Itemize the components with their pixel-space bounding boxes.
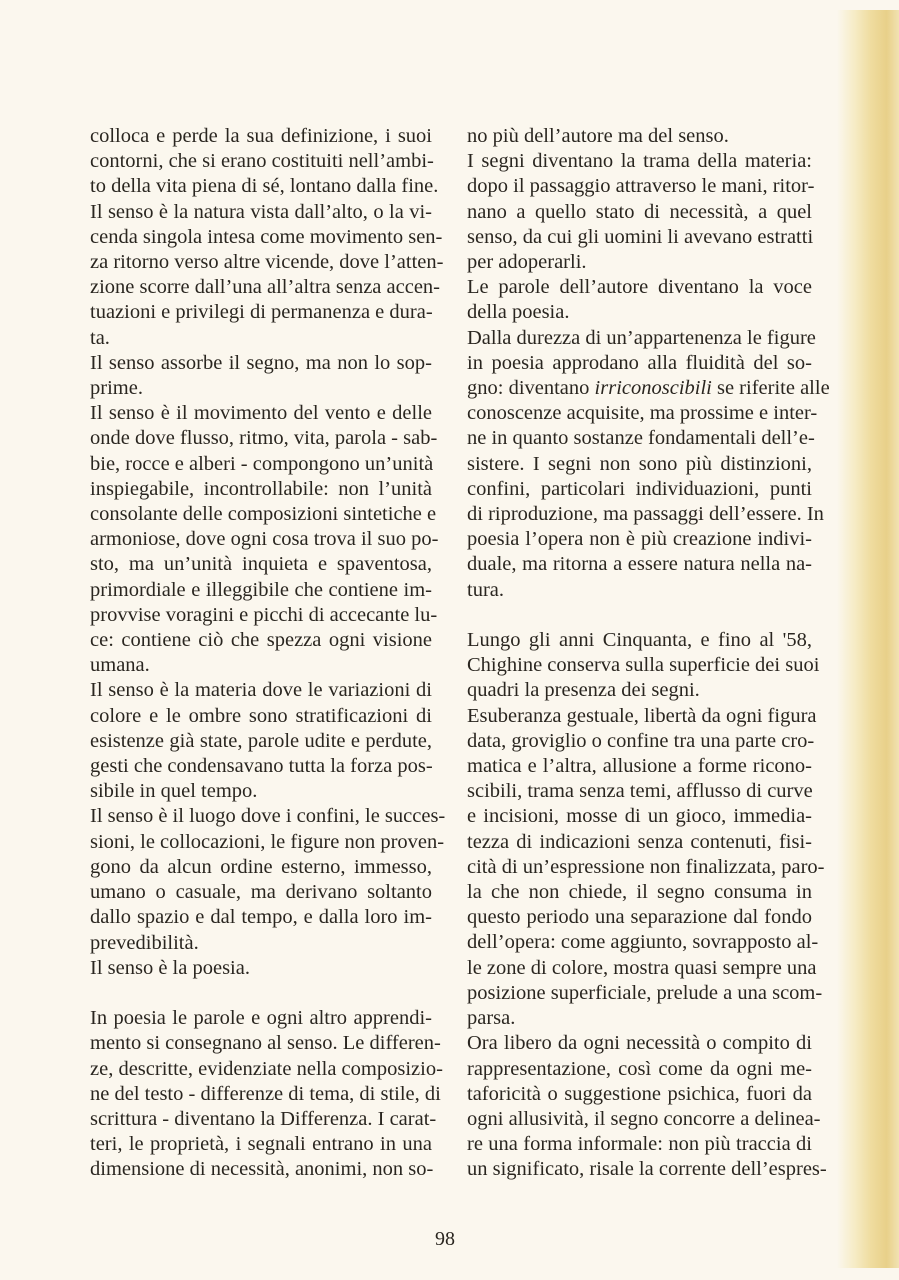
text-line: onde dove flusso, ritmo, vita, parola - sab-	[90, 427, 438, 450]
text-line: armoniose, dove ogni cosa trova il suo po-	[90, 528, 439, 551]
text-line: sistere. I segni non sono più distinzioni,	[467, 452, 812, 475]
text-line: Ora libero da ogni necessità o compito di	[467, 1032, 812, 1055]
text-line: Il senso è il movimento del vento e delle	[90, 402, 432, 425]
paragraph	[90, 401, 439, 678]
text-line: no più dell’autore ma del senso.	[467, 125, 729, 147]
text-line: rappresentazione, così come da ogni me-	[467, 1057, 812, 1080]
text-line: bie, rocce e alberi - compongono un’unità	[90, 452, 434, 475]
text-line: umana.	[90, 654, 150, 677]
text-line: taforicità o suggestione psichica, fuori da	[467, 1082, 812, 1105]
text-line: dell’opera: come aggiunto, sovrapposto al-	[467, 931, 819, 954]
text-line: Il senso è il luogo dove i confini, le succes-	[90, 805, 446, 828]
text-line: parsa.	[467, 1007, 516, 1030]
text-line: inspiegabile, incontrollabile: non l’unità	[90, 477, 432, 500]
text-line: ce: contiene ciò che spezza ogni visione	[90, 629, 432, 652]
paragraph	[90, 200, 444, 351]
text-line: senso, da cui gli uomini li avevano estratti	[467, 225, 814, 248]
text-line: sibile in quel tempo.	[90, 780, 258, 803]
text-line: un significato, risale la corrente dell’espres-	[467, 1158, 827, 1181]
text-line: contorni, che si erano costituiti nell’ambi-	[90, 150, 434, 173]
paragraph	[467, 1031, 827, 1182]
text-line: Il senso è la natura vista dall’alto, o la vi-	[90, 200, 432, 223]
text-line: ta.	[90, 326, 110, 349]
text-line: matica e l’altra, allusione a forme ricono-	[467, 755, 812, 778]
text-line: sioni, le collocazioni, le figure non proven-	[90, 830, 445, 853]
text-line: questo periodo una separazione dal fondo	[467, 906, 812, 929]
text-line: primordiale e illeggibile che contiene im-	[90, 578, 432, 601]
paragraph	[467, 124, 812, 149]
text-line: za ritorno verso altre vicende, dove l’atten-	[90, 251, 444, 274]
text-line: ne del testo - differenze di tema, di stile, di	[90, 1082, 441, 1105]
text-line: colore e le ombre sono stratificazioni di	[90, 704, 432, 727]
text-line: ne in quanto sostanze fondamentali dell’e-	[467, 427, 815, 450]
text-line: tura.	[467, 578, 504, 601]
paragraph-gap	[467, 603, 812, 628]
paragraph	[467, 326, 830, 603]
text-line: scrittura - diventano la Differenza. I carat-	[90, 1107, 437, 1130]
text-line: ze, descritte, evidenziate nella composizio-	[90, 1057, 443, 1080]
text-line: duale, ma ritorna a essere natura nella na-	[467, 553, 812, 576]
text-line: Esuberanza gestuale, libertà da ogni figura	[467, 704, 817, 727]
text-line: la che non chiede, il segno consuma in	[467, 881, 812, 904]
text-line: gono da alcun ordine esterno, immesso,	[90, 855, 432, 878]
text-line: dimensione di necessità, anonimi, non so-	[90, 1158, 434, 1181]
text-line: gno: diventano irriconoscibili se riferite alle	[467, 377, 830, 400]
text-line: nano a quello stato di necessità, a quel	[467, 200, 812, 223]
text-line: ogni allusività, il segno concorre a delinea-	[467, 1107, 821, 1130]
text-line: colloca e perde la sua definizione, i suoi	[90, 125, 432, 147]
text-line: della poesia.	[467, 301, 570, 324]
text-line: scibili, trama senza temi, afflusso di curve	[467, 780, 813, 803]
text-line: di riproduzione, ma passaggi dell’essere. In	[467, 503, 824, 526]
italic-word: irriconoscibili	[594, 377, 712, 400]
paragraph	[467, 275, 812, 325]
text-line: to della vita piena di sé, lontano dalla fine.	[90, 175, 439, 198]
text-line: consolante delle composizioni sintetiche e	[90, 503, 437, 526]
text-line: Il senso è la materia dove le variazioni di	[90, 679, 432, 702]
text-line: zione scorre dall’una all’altra senza accen-	[90, 276, 440, 299]
text-column-left	[90, 124, 446, 1183]
text-line: prevedibilità.	[90, 931, 199, 954]
text-line: confini, particolari individuazioni, punti	[467, 477, 812, 500]
text-line: data, groviglio o confine tra una parte cro-	[467, 729, 815, 752]
text-line: dopo il passaggio attraverso le mani, ritor-	[467, 175, 815, 198]
text-line: prime.	[90, 377, 143, 400]
paragraph	[90, 804, 446, 955]
text-line: Chighine conserva sulla superficie dei suoi	[467, 654, 820, 677]
paragraph	[467, 628, 820, 704]
text-line: Il senso assorbe il segno, ma non lo sop-	[90, 351, 432, 374]
text-line: cenda singola intesa come movimento sen-	[90, 225, 443, 248]
text-line: posizione superficiale, prelude a una scom-	[467, 981, 823, 1004]
text-line: poesia l’opera non è più creazione indivi-	[467, 528, 812, 551]
text-line: e incisioni, mosse di un gioco, immedia-	[467, 805, 812, 828]
text-line: per adoperarli.	[467, 251, 587, 274]
text-line: Il senso è la poesia.	[90, 956, 250, 979]
text-line: sto, ma un’unità inquieta e spaventosa,	[90, 553, 432, 576]
paragraph	[90, 124, 439, 200]
text-line: gesti che condensavano tutta la forza pos-	[90, 755, 433, 778]
paragraph-gap	[90, 981, 432, 1006]
text-line: conoscenze acquisite, ma prossime e inter-	[467, 402, 818, 425]
text-line: Lungo gli anni Cinquanta, e fino al '58,	[467, 629, 812, 652]
text-line: quadri la presenza dei segni.	[467, 679, 700, 702]
text-line: re una forma informale: non più traccia di	[467, 1133, 812, 1156]
text-line: le zone di colore, mostra quasi sempre una	[467, 956, 817, 979]
text-line: Dalla durezza di un’appartenenza le figure	[467, 326, 816, 349]
text-line: tuazioni e privilegi di permanenza e dura-	[90, 301, 433, 324]
paragraph	[467, 704, 825, 1032]
page-number: 98	[435, 1228, 455, 1250]
text-line: in poesia approdano alla fluidità del so-	[467, 351, 812, 374]
text-line: cità di un’espressione non finalizzata, paro-	[467, 855, 825, 878]
paragraph	[90, 956, 432, 981]
text-line: teri, le proprietà, i segnali entrano in una	[90, 1133, 432, 1156]
text-line: umano o casuale, ma derivano soltanto	[90, 881, 432, 904]
text-line: In poesia le parole e ogni altro apprendi-	[90, 1007, 432, 1030]
text-line: provvise voragini e picchi di accecante lu-	[90, 603, 438, 626]
text-line: mento si consegnano al senso. Le differen-	[90, 1032, 441, 1055]
text-column-right	[467, 124, 830, 1183]
text-line: esistenze già state, parole udite e perdute,	[90, 729, 432, 752]
text-line: tezza di indicazioni senza contenuti, fisi-	[467, 830, 812, 853]
paragraph	[90, 1006, 443, 1182]
paragraph	[467, 149, 815, 275]
paragraph	[90, 351, 432, 401]
text-line: I segni diventano la trama della materia:	[467, 150, 812, 173]
text-line: Le parole dell’autore diventano la voce	[467, 276, 812, 299]
text-line: dallo spazio e dal tempo, e dalla loro im-	[90, 906, 432, 929]
paragraph	[90, 678, 432, 804]
page-edge-shading	[837, 10, 899, 1268]
